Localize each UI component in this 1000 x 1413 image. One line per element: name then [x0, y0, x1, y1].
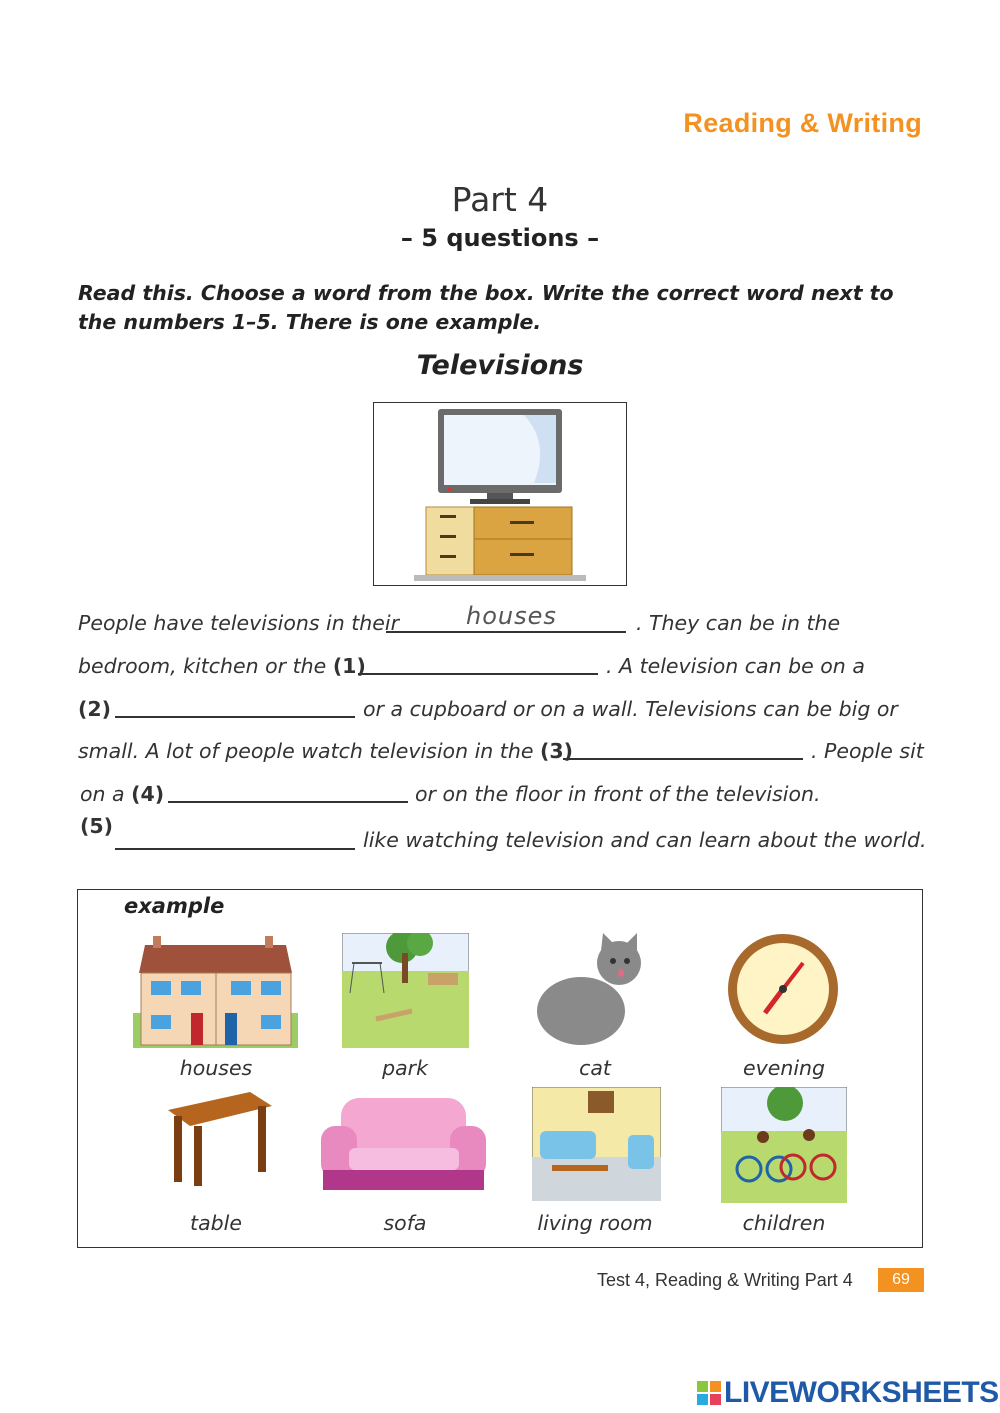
- television-icon: [374, 403, 626, 585]
- example-answer-blank: [386, 631, 626, 633]
- children-icon: [721, 1087, 847, 1203]
- living-room-icon: [532, 1087, 661, 1201]
- answer-blank-3[interactable]: [563, 758, 803, 760]
- word-cat: cat: [579, 1056, 611, 1080]
- clock-icon: [727, 933, 840, 1046]
- liveworksheets-logo-icon: [697, 1381, 721, 1405]
- story-line-2-end: . A television can be on a: [606, 654, 865, 678]
- word-park: park: [382, 1056, 428, 1080]
- story-line-4-end: . People sit: [811, 739, 924, 763]
- story-line-2: bedroom, kitchen or the (1): [78, 654, 366, 678]
- answer-blank-1[interactable]: [358, 673, 598, 675]
- brand-name[interactable]: LIVEWORKSHEETS: [724, 1376, 999, 1409]
- answer-blank-2[interactable]: [115, 716, 355, 718]
- houses-icon: [133, 933, 298, 1048]
- question-number-2: (2): [78, 697, 112, 721]
- story-line-4: small. A lot of people watch television in the (3): [78, 739, 574, 763]
- answer-blank-5[interactable]: [115, 848, 355, 850]
- word-sofa: sofa: [383, 1211, 427, 1235]
- footer-text: Test 4, Reading & Writing Part 4: [597, 1270, 853, 1290]
- television-illustration: [373, 402, 627, 586]
- story-title: Televisions: [416, 350, 584, 381]
- word-children: children: [742, 1211, 826, 1235]
- word-houses: houses: [179, 1056, 253, 1080]
- questions-count: – 5 questions –: [400, 224, 600, 252]
- section-title: Reading & Writing: [683, 108, 922, 138]
- instructions: Read this. Choose a word from the box. Write the correct word next to the numbers 1–5. There is one example.: [78, 281, 894, 334]
- cat-icon: [533, 933, 643, 1048]
- story-line-3: or a cupboard or on a wall. Televisions can be big or: [363, 697, 898, 721]
- example-label: example: [124, 894, 225, 918]
- example-answer: houses: [466, 602, 557, 630]
- park-icon: [342, 933, 469, 1048]
- part-title: Part 4: [451, 180, 549, 219]
- story-line-6: like watching television and can learn about the world.: [363, 828, 927, 852]
- word-living-room: living room: [537, 1211, 653, 1235]
- table-icon: [154, 1092, 274, 1187]
- answer-blank-4[interactable]: [168, 801, 408, 803]
- story-line-5: on a (4): [80, 782, 165, 806]
- question-number-5: (5): [80, 814, 114, 838]
- word-table: table: [190, 1211, 242, 1235]
- word-evening: evening: [742, 1056, 826, 1080]
- sofa-icon: [319, 1096, 488, 1196]
- story-line-1-end: . They can be in the: [636, 611, 841, 635]
- story-line-5-end: or on the floor in front of the television.: [415, 782, 821, 806]
- story-line-1: People have televisions in their: [78, 611, 400, 635]
- page-number: 69: [878, 1268, 924, 1292]
